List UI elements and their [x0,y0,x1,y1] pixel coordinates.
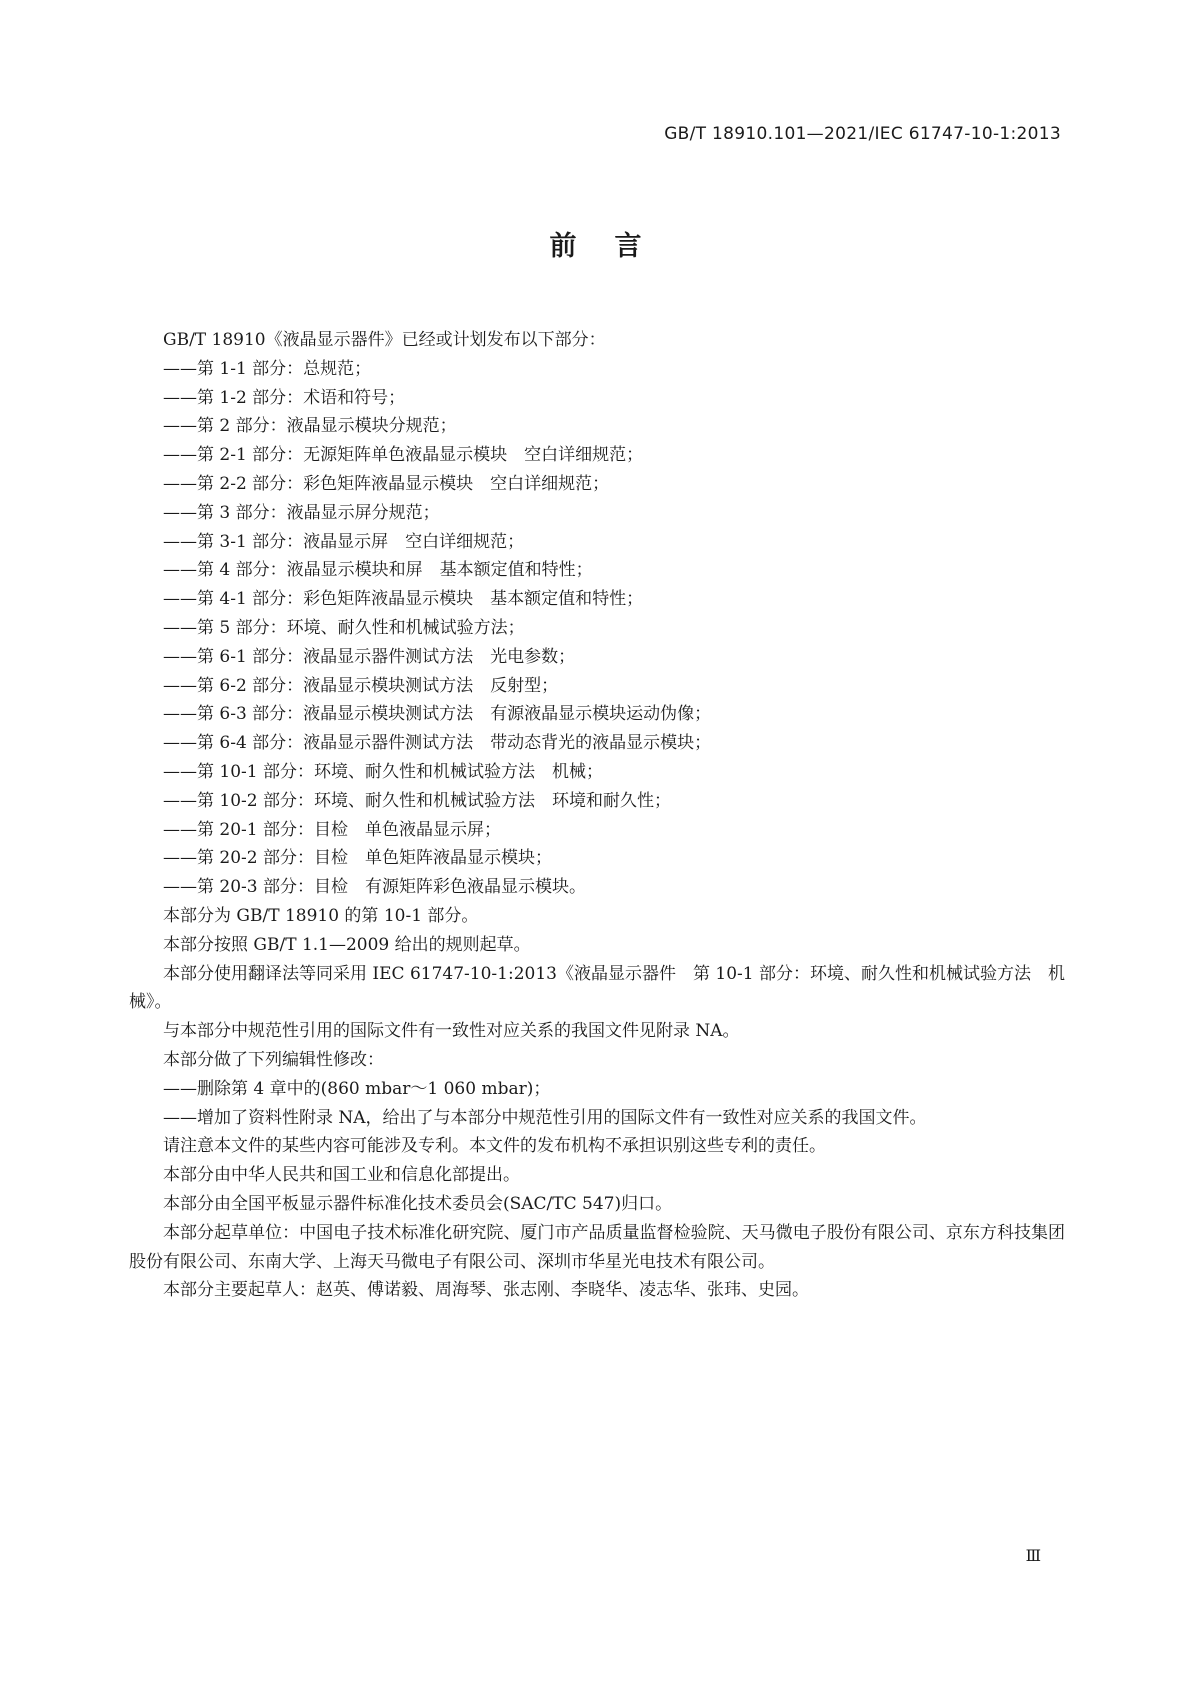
list-item: —— 第 10-2 部分：环境、耐久性和机械试验方法 环境和耐久性； [129,787,1065,816]
list-item: —— 第 6-2 部分：液晶显示模块测试方法 反射型； [129,672,1065,701]
drafters-statement: 本部分主要起草人：赵英、傅诺毅、周海琴、张志刚、李晓华、凌志华、张玮、史园。 [163,1280,809,1301]
list-item: —— 第 1-2 部分：术语和符号； [129,384,1065,413]
list-item: —— 第 10-1 部分：环境、耐久性和机械试验方法 机械； [129,758,1065,787]
drafting-rules-statement: 本部分按照 GB/T 1.1—2009 给出的规则起草。 [163,934,531,955]
translation-statement: 本部分使用翻译法等同采用 IEC 61747-10-1:2013《液晶显示器件 第 10-1 部分：环境、耐久性和机械试验方法 机械》。 [129,963,1065,1013]
edit-item: —— 增加了资料性附录 NA，给出了与本部分中规范性引用的国际文件有一致性对应关系的我国文件。 [129,1104,1065,1133]
list-item: —— 第 20-1 部分：目检 单色液晶显示屏； [129,816,1065,845]
list-item: —— 第 2-1 部分：无源矩阵单色液晶显示模块 空白详细规范； [129,441,1065,470]
list-item: —— 第 5 部分：环境、耐久性和机械试验方法； [129,614,1065,643]
list-item: —— 第 6-1 部分：液晶显示器件测试方法 光电参数； [129,643,1065,672]
standard-number-header: GB/T 18910.101—2021/IEC 61747-10-1:2013 [664,124,1061,144]
list-item: —— 第 2-2 部分：彩色矩阵液晶显示模块 空白详细规范； [129,470,1065,499]
list-item: —— 第 6-3 部分：液晶显示模块测试方法 有源液晶显示模块运动伪像； [129,700,1065,729]
proposed-by-statement: 本部分由中华人民共和国工业和信息化部提出。 [163,1165,520,1186]
annex-statement: 与本部分中规范性引用的国际文件有一致性对应关系的我国文件见附录 NA。 [163,1021,740,1042]
list-item: —— 第 20-2 部分：目检 单色矩阵液晶显示模块； [129,844,1065,873]
list-item: —— 第 20-3 部分：目检 有源矩阵彩色液晶显示模块。 [129,873,1065,902]
edit-item: —— 删除第 4 章中的(860 mbar～1 060 mbar)； [129,1075,1065,1104]
list-item: —— 第 4 部分：液晶显示模块和屏 基本额定值和特性； [129,556,1065,585]
list-item: —— 第 3 部分：液晶显示屏分规范； [129,499,1065,528]
list-item: —— 第 4-1 部分：彩色矩阵液晶显示模块 基本额定值和特性； [129,585,1065,614]
list-item: —— 第 3-1 部分：液晶显示屏 空白详细规范； [129,528,1065,557]
list-item: —— 第 2 部分：液晶显示模块分规范； [129,412,1065,441]
foreword-body [129,326,1065,1305]
part-of-statement: 本部分为 GB/T 18910 的第 10-1 部分。 [163,905,479,926]
parts-list [129,355,1065,902]
intro-paragraph: GB/T 18910《液晶显示器件》已经或计划发布以下部分： [163,330,606,350]
patent-statement: 请注意本文件的某些内容可能涉及专利。本文件的发布机构不承担识别这些专利的责任。 [163,1136,826,1157]
edits-intro: 本部分做了下列编辑性修改： [163,1049,384,1070]
list-item: —— 第 1-1 部分：总规范； [129,355,1065,384]
drafting-units-statement: 本部分起草单位：中国电子技术标准化研究院、厦门市产品质量监督检验院、天马微电子股份有限公司、京东方科技集团股份有限公司、东南大学、上海天马微电子有限公司、深圳市华星光电技术有限公司。 [129,1222,1065,1272]
centralized-by-statement: 本部分由全国平板显示器件标准化技术委员会(SAC/TC 547)归口。 [163,1193,673,1214]
page-number: Ⅲ [1025,1546,1041,1565]
list-item: —— 第 6-4 部分：液晶显示器件测试方法 带动态背光的液晶显示模块； [129,729,1065,758]
page-title: 前言 [549,231,680,262]
